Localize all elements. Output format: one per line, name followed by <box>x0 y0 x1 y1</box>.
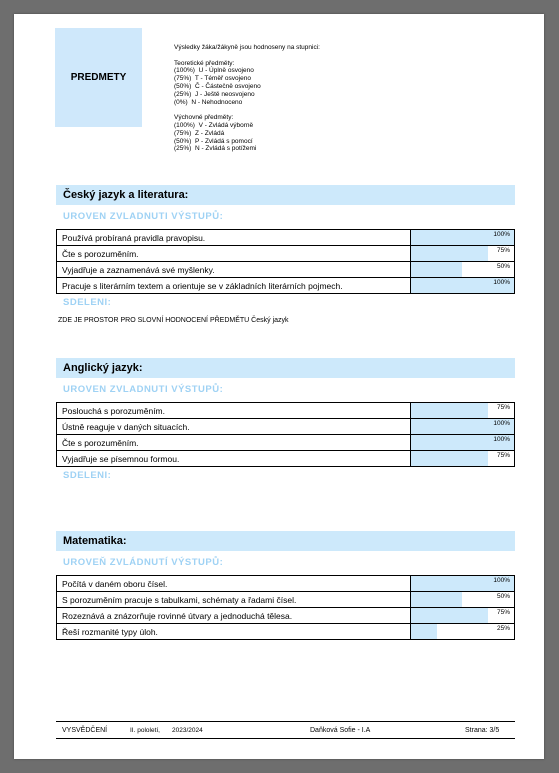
legend-theory-title: Teoretické předměty: <box>174 59 235 67</box>
outcome-name: Používá probíraná pravidla pravopisu. <box>57 230 411 246</box>
outcomes-table-math <box>56 575 515 640</box>
table-row <box>57 608 515 624</box>
legend-intro: Výsledky žáka/žákyně jsou hodnoseny na stupnici: <box>174 44 320 51</box>
legend-theory-item: (75%) T - Téměř osvojeno <box>174 75 251 83</box>
legend-edu-item: (100%) V - Zvládá výborně <box>174 121 254 129</box>
outcome-bar <box>410 451 514 467</box>
table-row <box>57 419 515 435</box>
progress-fill <box>411 246 488 261</box>
progress-fill <box>411 592 463 607</box>
outcome-percent: 100% <box>493 279 510 286</box>
outcome-name: Čte s porozuměním. <box>57 435 411 451</box>
table-row <box>57 230 515 246</box>
grading-legend <box>174 44 320 153</box>
outcome-percent: 25% <box>496 625 510 632</box>
legend-edu-item: (25%) N - Zvládá s potížemi <box>174 145 257 153</box>
report-page <box>14 14 544 759</box>
sdeleni-label: SDELENI: <box>63 470 112 481</box>
outcome-bar <box>410 592 514 608</box>
outcome-bar <box>410 262 514 278</box>
table-row <box>57 403 515 419</box>
progress-fill <box>411 624 437 639</box>
section-subtitle: UROVEN ZVLADNUTI VÝSTUPŮ: <box>63 211 224 222</box>
table-row <box>57 246 515 262</box>
table-row <box>57 435 515 451</box>
legend-theory-item: (100%) U - Úplně osvojeno <box>174 67 254 75</box>
outcome-name: S porozuměním pracuje s tabulkami, schématy a řadami čísel. <box>57 592 411 608</box>
footer-bottom-divider <box>56 738 515 739</box>
table-row <box>57 278 515 294</box>
outcome-name: Vyjadřuje se písemnou formou. <box>57 451 411 467</box>
verbal-assessment: ZDE JE PROSTOR PRO SLOVNÍ HODNOCENÍ PŘEDMĚTU Český jazyk <box>58 317 289 324</box>
legend-theory-item: (0%) N - Nehodnoceno <box>174 98 243 106</box>
outcome-name: Počítá v daném oboru čísel. <box>57 576 411 592</box>
outcome-name: Ústně reaguje v daných situacích. <box>57 419 411 435</box>
section-title-czech: Český jazyk a literatura: <box>56 185 515 205</box>
table-row <box>57 592 515 608</box>
sdeleni-label: SDELENI: <box>63 297 112 308</box>
outcomes-table-english <box>56 402 515 467</box>
progress-fill <box>411 403 488 418</box>
outcome-percent: 100% <box>493 420 510 427</box>
table-row <box>57 262 515 278</box>
outcome-bar <box>410 246 514 262</box>
outcome-percent: 75% <box>496 247 510 254</box>
progress-fill <box>411 262 463 277</box>
outcome-name: Poslouchá s porozuměním. <box>57 403 411 419</box>
footer-year: 2023/2024 <box>172 727 203 734</box>
table-row <box>57 451 515 467</box>
outcome-name: Pracuje s literárním textem a orientuje se v základních literárních pojmech. <box>57 278 411 294</box>
progress-fill <box>411 451 488 466</box>
footer-doc: VYSVĚDČENÍ <box>62 727 108 734</box>
legend-edu-item: (50%) P - Zvládá s pomocí <box>174 137 253 145</box>
table-row <box>57 576 515 592</box>
outcome-percent: 100% <box>493 231 510 238</box>
outcome-bar <box>410 403 514 419</box>
outcome-percent: 50% <box>496 263 510 270</box>
outcome-name: Řeší rozmanité typy úloh. <box>57 624 411 640</box>
outcomes-table-czech <box>56 229 515 294</box>
outcome-bar <box>410 576 514 592</box>
outcome-name: Čte s porozuměním. <box>57 246 411 262</box>
outcome-percent: 50% <box>496 593 510 600</box>
legend-edu-title: Výchovné předměty: <box>174 114 234 122</box>
outcome-name: Vyjadřuje a zaznamenává své myšlenky. <box>57 262 411 278</box>
table-row <box>57 624 515 640</box>
outcome-bar <box>410 278 514 294</box>
footer-student: Daňková Sofie - I.A <box>310 727 371 734</box>
outcome-bar <box>410 419 514 435</box>
logo-text: PREDMETY <box>70 72 127 83</box>
section-title-english: Anglický jazyk: <box>56 358 515 378</box>
outcome-name: Rozeznává a znázorňuje rovinné útvary a jednoduchá tělesa. <box>57 608 411 624</box>
section-title-math: Matematika: <box>56 531 515 551</box>
footer-page: Strana: 3/5 <box>465 727 500 734</box>
outcome-percent: 75% <box>496 452 510 459</box>
legend-edu-item: (75%) Z - Zvládá <box>174 129 225 137</box>
section-subtitle: UROVEŇ ZVLÁDNUTÍ VÝSTUPŮ: <box>63 557 224 568</box>
subject-logo-box <box>55 28 142 127</box>
outcome-percent: 100% <box>493 436 510 443</box>
legend-theory-item: (50%) Č - Částečně osvojeno <box>174 82 261 90</box>
footer-divider <box>56 721 515 722</box>
outcome-bar <box>410 435 514 451</box>
footer-term: II. pololetí, <box>130 727 160 734</box>
outcome-percent: 100% <box>493 577 510 584</box>
outcome-bar <box>410 608 514 624</box>
outcome-bar <box>410 230 514 246</box>
legend-theory-item: (25%) J - Ještě neosvojeno <box>174 90 255 98</box>
outcome-percent: 75% <box>496 609 510 616</box>
outcome-percent: 75% <box>496 404 510 411</box>
progress-fill <box>411 608 488 623</box>
section-subtitle: UROVEN ZVLADNUTI VÝSTUPŮ: <box>63 384 224 395</box>
outcome-bar <box>410 624 514 640</box>
